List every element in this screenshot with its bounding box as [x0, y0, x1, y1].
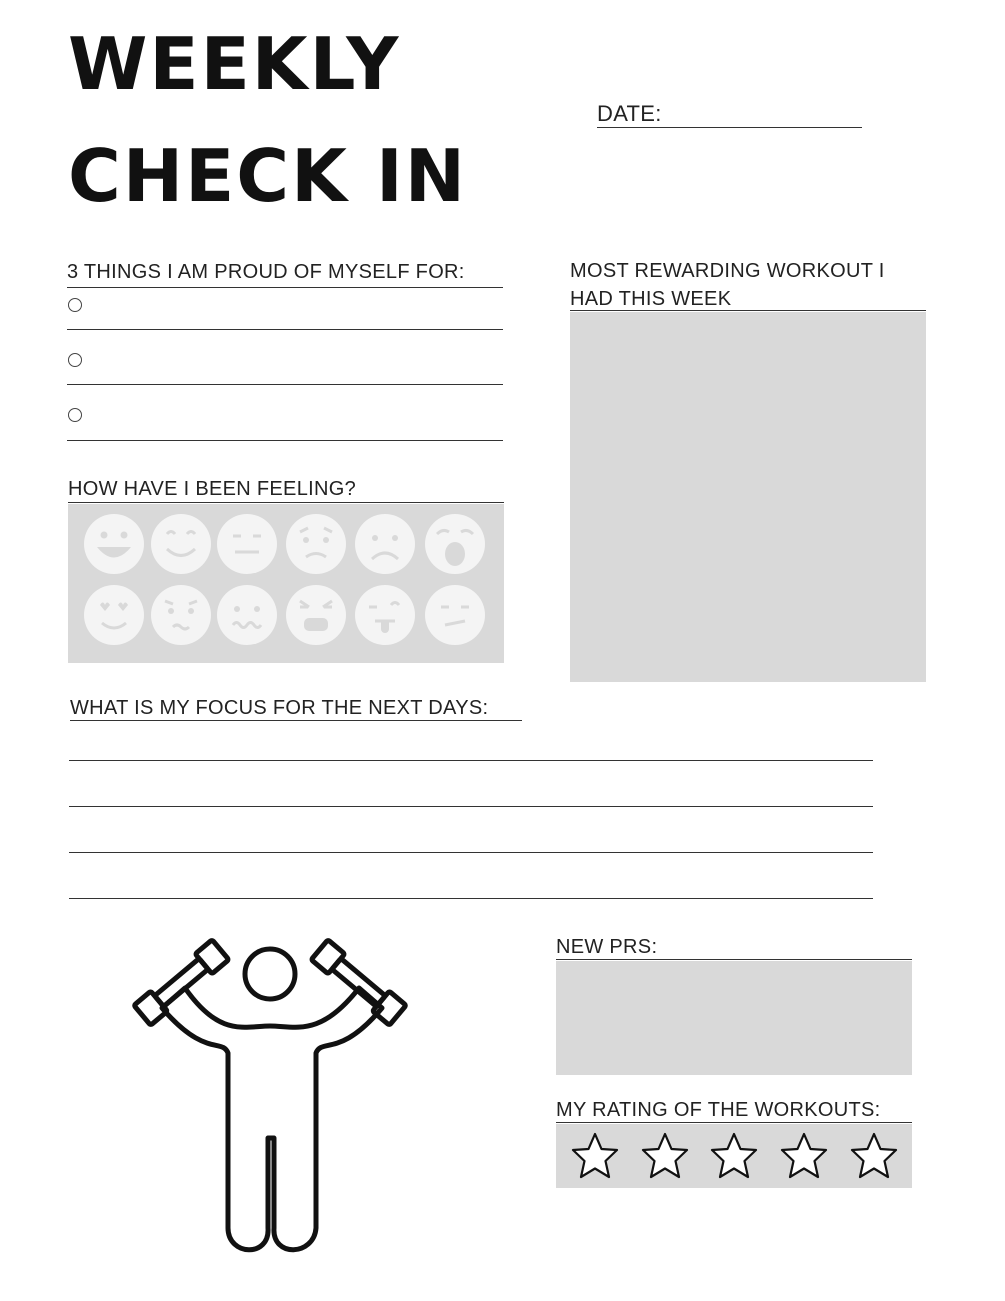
- mood-faces: [68, 504, 504, 663]
- prs-label-underline: [556, 959, 912, 960]
- feeling-label-underline: [68, 502, 504, 503]
- page-title-line-2: CHECK IN: [68, 134, 468, 218]
- date-line[interactable]: [597, 127, 862, 128]
- workout-label-line-1: MOST REWARDING WORKOUT I: [570, 260, 885, 282]
- wavy-mouth-face-icon[interactable]: [217, 585, 277, 645]
- sad-face-icon[interactable]: [286, 514, 346, 574]
- heart-eyes-face-icon[interactable]: [84, 585, 144, 645]
- neutral-face-icon[interactable]: [217, 514, 277, 574]
- star-icon[interactable]: [712, 1134, 756, 1177]
- date-label: DATE:: [597, 101, 662, 126]
- workout-box[interactable]: [570, 312, 926, 682]
- proud-line-3[interactable]: [67, 440, 503, 441]
- focus-line-2[interactable]: [69, 806, 873, 807]
- focus-line-4[interactable]: [69, 898, 873, 899]
- page-title-line-1: WEEKLY: [68, 22, 401, 106]
- prs-box[interactable]: [556, 961, 912, 1075]
- shocked-face-icon[interactable]: [425, 514, 485, 574]
- star-rating: [556, 1124, 912, 1188]
- checkbox-proud-3[interactable]: [68, 408, 82, 422]
- focus-label-underline: [70, 720, 522, 721]
- unimpressed-face-icon[interactable]: [425, 585, 485, 645]
- star-icon[interactable]: [573, 1134, 617, 1177]
- star-icon[interactable]: [782, 1134, 826, 1177]
- workout-label-line-2: HAD THIS WEEK: [570, 288, 732, 310]
- checkbox-proud-2[interactable]: [68, 353, 82, 367]
- focus-line-3[interactable]: [69, 852, 873, 853]
- frowning-face-icon[interactable]: [355, 514, 415, 574]
- laughing-face-icon[interactable]: [84, 514, 144, 574]
- star-icon[interactable]: [643, 1134, 687, 1177]
- feeling-label: HOW HAVE I BEEN FEELING?: [68, 478, 357, 500]
- proud-label: 3 THINGS I AM PROUD OF MYSELF FOR:: [67, 261, 465, 283]
- worried-face-icon[interactable]: [151, 585, 211, 645]
- smiling-face-icon[interactable]: [151, 514, 211, 574]
- person-lifting-dumbbells-icon: [110, 918, 430, 1263]
- proud-line-2[interactable]: [67, 384, 503, 385]
- star-icon[interactable]: [852, 1134, 896, 1177]
- workout-label-underline: [570, 310, 926, 311]
- checkbox-proud-1[interactable]: [68, 298, 82, 312]
- rating-label-underline: [556, 1122, 912, 1123]
- focus-line-1[interactable]: [69, 760, 873, 761]
- tongue-out-face-icon[interactable]: [355, 585, 415, 645]
- prs-label: NEW PRS:: [556, 936, 658, 958]
- focus-label: WHAT IS MY FOCUS FOR THE NEXT DAYS:: [70, 697, 489, 719]
- proud-label-underline: [67, 287, 503, 288]
- rating-label: MY RATING OF THE WORKOUTS:: [556, 1099, 881, 1121]
- angry-face-icon[interactable]: [286, 585, 346, 645]
- proud-line-1[interactable]: [67, 329, 503, 330]
